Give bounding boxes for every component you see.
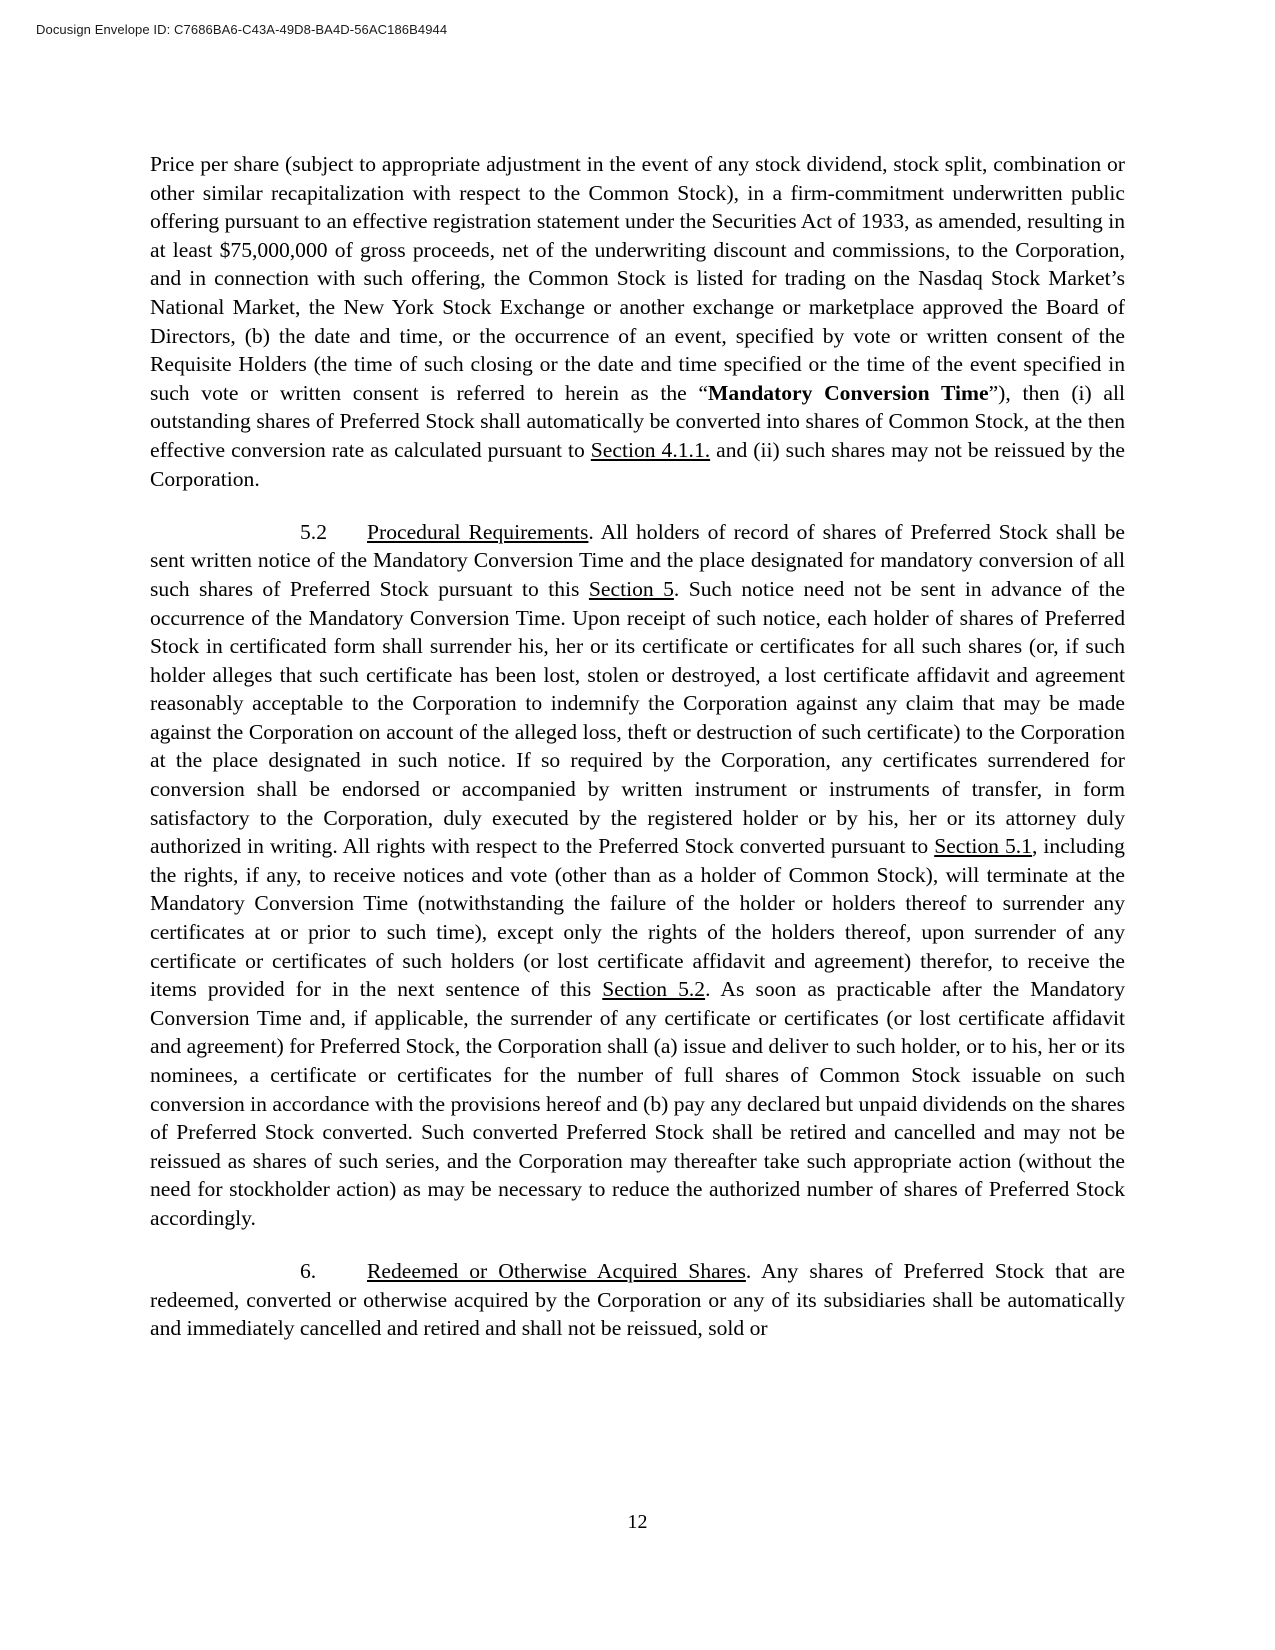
paragraph-text: , including the rights, if any, to receive notices and vote (other than as a holder of Common Stock), will terminate at the Mandatory Conversion Time (notwithstanding the failure of the holder or holders thereof to surrender any certificates at or prior to such time), except only the rights of the holders thereof, upon surrender of any certificate or certificates of such holders (or lost certificate affidavit and agreement) therefor, to receive the items provided for in the next sentence of this — [150, 834, 1125, 1002]
page-number: 12 — [627, 1511, 648, 1533]
paragraph-text: . All holders of record of shares of Preferred Stock shall be sent written notice of the Mandatory Conversion Time and the place designated for mandatory conversion of all such shares of Preferred Stock pursuant to this — [150, 519, 1125, 601]
section-heading: Procedural Requirements — [367, 519, 589, 544]
section-reference: Section 4.1.1. — [590, 437, 711, 462]
paragraph-text: and (ii) such shares may not be reissued by the Corporation. — [150, 437, 1125, 491]
paragraph-text: ”), then (i) all outstanding shares of Preferred Stock shall automatically be converted into shares of Common Stock, at the then effective conversion rate as calculated pursuant to — [150, 380, 1125, 462]
docusign-envelope-id: Docusign Envelope ID: C7686BA6-C43A-49D8-BA4D-56AC186B4944 — [36, 22, 448, 37]
section-number: 6. — [300, 1259, 317, 1284]
section-reference: Section 5.2 — [602, 977, 706, 1002]
paragraph-mandatory-conversion-continued — [150, 150, 1125, 493]
paragraph-text: . As soon as practicable after the Mandatory Conversion Time and, if applicable, the surrender of any certificate or certificates (or lost certificate affidavit and agreement) for Preferred Stock, the Corporation shall (a) issue and deliver to such holder, or to his, her or its nominees, a certificate or certificates for the number of full shares of Common Stock issuable on such conversion in accordance with the provisions hereof and (b) pay any declared but unpaid dividends on the shares of Preferred Stock converted. Such converted Preferred Stock shall be retired and cancelled and may not be reissued as shares of such series, and the Corporation may thereafter take such appropriate action (without the need for stockholder action) as may be necessary to reduce the authorized number of shares of Preferred Stock accordingly. — [150, 977, 1125, 1230]
section-6-redeemed-shares — [150, 1257, 1125, 1343]
section-reference: Section 5.1 — [934, 834, 1032, 859]
paragraph-text: . Any shares of Preferred Stock that are redeemed, converted or otherwise acquired by the Corporation or any of its subsidiaries shall be automatically and immediately cancelled and retired and shall not be reissued, sold or — [150, 1259, 1125, 1341]
section-5-2-procedural-requirements — [150, 518, 1125, 1233]
document-body — [150, 150, 1125, 1343]
paragraph-text: Price per share (subject to appropriate adjustment in the event of any stock dividend, stock split, combination or other similar recapitalization with respect to the Common Stock), in a firm-commitment underwritten public offering pursuant to an effective registration statement under the Securities Act of 1933, as amended, resulting in at least $75,000,000 of gross proceeds, net of the underwriting discount and commissions, to the Corporation, and in connection with such offering, the Common Stock is listed for trading on the Nasdaq Stock Market’s National Market, the New York Stock Exchange or another exchange or marketplace approved the Board of Directors, (b) the date and time, or the occurrence of an event, specified by vote or written consent of the Requisite Holders (the time of such closing or the date and time specified or the time of the event specified in such vote or written consent is referred to herein as the “ — [150, 152, 1125, 405]
section-number: 5.2 — [300, 519, 327, 544]
defined-term: Mandatory Conversion Time — [708, 380, 989, 405]
paragraph-text: . Such notice need not be sent in advance of the occurrence of the Mandatory Conversion Time. Upon receipt of such notice, each holder of shares of Preferred Stock in certificated form shall surrender his, her or its certificate or certificates for all such shares (or, if such holder alleges that such certificate has been lost, stolen or destroyed, a lost certificate affidavit and agreement reasonably acceptable to the Corporation to indemnify the Corporation against any claim that may be made against the Corporation on account of the alleged loss, theft or destruction of such certificate) to the Corporation at the place designated in such notice. If so required by the Corporation, any certificates surrendered for conversion shall be endorsed or accompanied by written instrument or instruments of transfer, in form satisfactory to the Corporation, duly executed by the registered holder or by his, her or its attorney duly authorized in writing. All rights with respect to the Preferred Stock converted pursuant to — [150, 576, 1126, 859]
section-heading: Redeemed or Otherwise Acquired Shares — [367, 1259, 746, 1284]
section-reference: Section 5 — [588, 576, 674, 601]
